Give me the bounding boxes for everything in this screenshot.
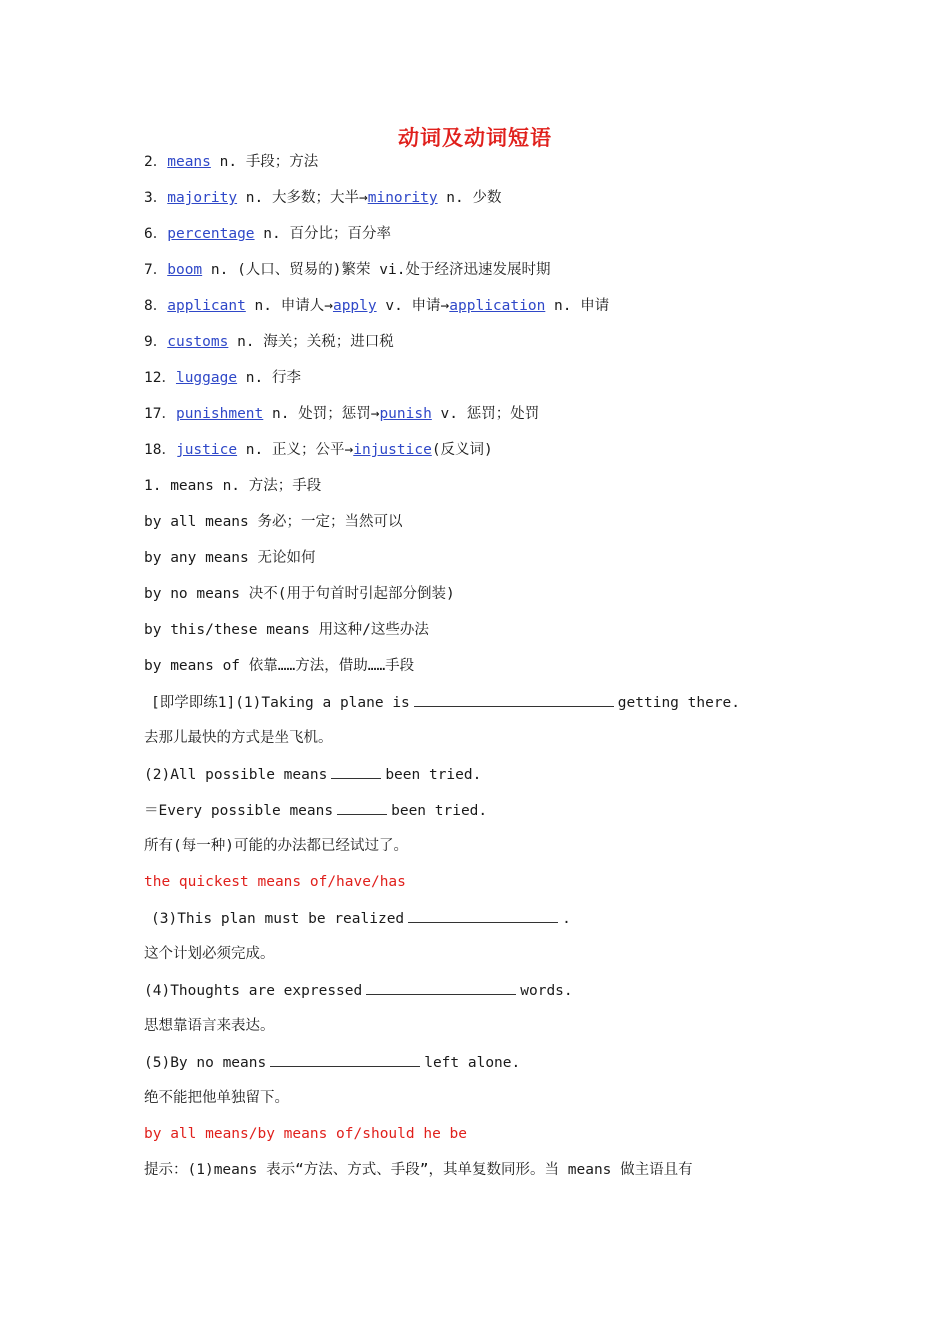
translation: 所有(每一种)可能的办法都已经试过了。 [144,838,408,854]
vocab-link[interactable]: applicant [167,298,246,314]
vocab-link[interactable]: apply [332,298,377,314]
gloss: 少数 [472,190,502,206]
part-of-speech: n. [437,190,473,206]
phrase-item: by means of 依靠……方法，借助……手段 [144,658,415,674]
vocab-link[interactable]: punishment [175,406,264,422]
part-of-speech: n. [237,442,272,458]
vocab-item [144,404,539,424]
answer-blank[interactable] [337,800,387,815]
sentence-text: ＝Every possible means [144,803,334,819]
part-of-speech: v. [431,406,467,422]
sentence-text: (2)All possible means [144,767,328,783]
vocab-item [144,260,550,280]
gloss: (人口、贸易的)繁荣 vi.处于经济迅速发展时期 [237,262,551,278]
answer-blank[interactable] [414,692,614,707]
vocab-link[interactable]: customs [167,334,229,350]
page-title: 动词及动词短语 [398,125,552,150]
translation: 去那儿最快的方式是坐飞机。 [144,730,333,746]
gloss: 申请→ [411,298,450,314]
translation: 思想靠语言来表达。 [144,1018,275,1034]
answer-blank[interactable] [331,764,381,779]
vocab-link[interactable]: means [167,154,211,170]
gloss: (反义词) [431,442,493,458]
exercise-label: [即学即练1](1)Taking a plane is [151,695,410,711]
answer-key: the quickest means of/have/has [144,874,406,890]
sentence-text: getting there. [617,695,741,711]
gloss: 惩罚；处罚 [466,406,540,422]
phrase-item: by any means 无论如何 [144,550,316,566]
sentence-text: . [562,911,571,927]
item-number: 3． [144,190,168,206]
translation: 这个计划必须完成。 [144,946,275,962]
tip-text: 提示：(1)means 表示“方法、方式、手段”，其单复数同形。当 means 做主语且有 [144,1162,693,1178]
part-of-speech: n. [245,298,281,314]
gloss: 申请人→ [280,298,333,314]
gloss: 手段；方法 [245,154,319,170]
sentence-text: words. [520,983,573,999]
vocab-link[interactable]: percentage [167,226,255,242]
item-number: 6． [144,226,168,242]
vocab-link[interactable]: luggage [175,370,238,386]
gloss: 行李 [272,370,301,386]
vocab-item [144,152,318,172]
gloss: 申请 [580,298,610,314]
answer-key: by all means/by means of/should he be [144,1126,468,1142]
part-of-speech: n. [202,262,238,278]
vocab-item [144,440,493,460]
sentence-text: (4)Thoughts are expressed [144,983,363,999]
exercise-q1 [151,692,740,712]
vocab-item [144,296,609,316]
exercise-q2b [144,800,487,820]
part-of-speech: n. [545,298,581,314]
item-number: 9． [144,334,168,350]
sentence-text: (3)This plan must be realized [151,911,405,927]
gloss: 正义；公平→ [272,442,354,458]
exercise-q4 [144,980,573,1000]
part-of-speech: n. [210,154,246,170]
gloss: 大多数；大半→ [272,190,368,206]
vocab-item [144,224,391,244]
part-of-speech: n. [263,406,299,422]
translation: 绝不能把他单独留下。 [144,1090,289,1106]
part-of-speech: n. [237,370,272,386]
exercise-q5 [144,1052,520,1072]
part-of-speech: n. [254,226,290,242]
gloss: 百分比；百分率 [289,226,391,242]
item-number: 7． [144,262,168,278]
phrase-item: by no means 决不(用于句首时引起部分倒装) [144,586,455,602]
answer-blank[interactable] [408,908,558,923]
vocab-link[interactable]: injustice [353,442,432,458]
vocab-link[interactable]: minority [367,190,438,206]
gloss: 海关；关税；进口税 [263,334,394,350]
vocab-link[interactable]: majority [167,190,238,206]
exercise-q2 [144,764,481,784]
sentence-text: (5)By no means [144,1055,267,1071]
sentence-text: left alone. [424,1055,521,1071]
vocab-item [144,332,394,352]
gloss: 处罚；惩罚→ [298,406,380,422]
exercise-q3 [151,908,571,928]
vocab-link[interactable]: justice [175,442,238,458]
answer-blank[interactable] [366,980,516,995]
part-of-speech: n. [228,334,264,350]
item-number: 18． [144,442,176,458]
vocab-item [144,368,301,388]
answer-blank[interactable] [270,1052,420,1067]
item-number: 12． [144,370,176,386]
vocab-item [144,188,502,208]
item-number: 2． [144,154,168,170]
item-number: 17． [144,406,176,422]
section-heading: 1. means n. 方法；手段 [144,478,322,494]
part-of-speech: n. [237,190,272,206]
sentence-text: been tried. [391,803,488,819]
part-of-speech: v. [376,298,412,314]
vocab-link[interactable]: application [449,298,546,314]
phrase-item: by this/these means 用这种/这些办法 [144,622,429,638]
sentence-text: been tried. [385,767,482,783]
vocab-link[interactable]: boom [167,262,203,278]
vocab-link[interactable]: punish [379,406,432,422]
item-number: 8． [144,298,168,314]
phrase-item: by all means 务必；一定；当然可以 [144,514,403,530]
